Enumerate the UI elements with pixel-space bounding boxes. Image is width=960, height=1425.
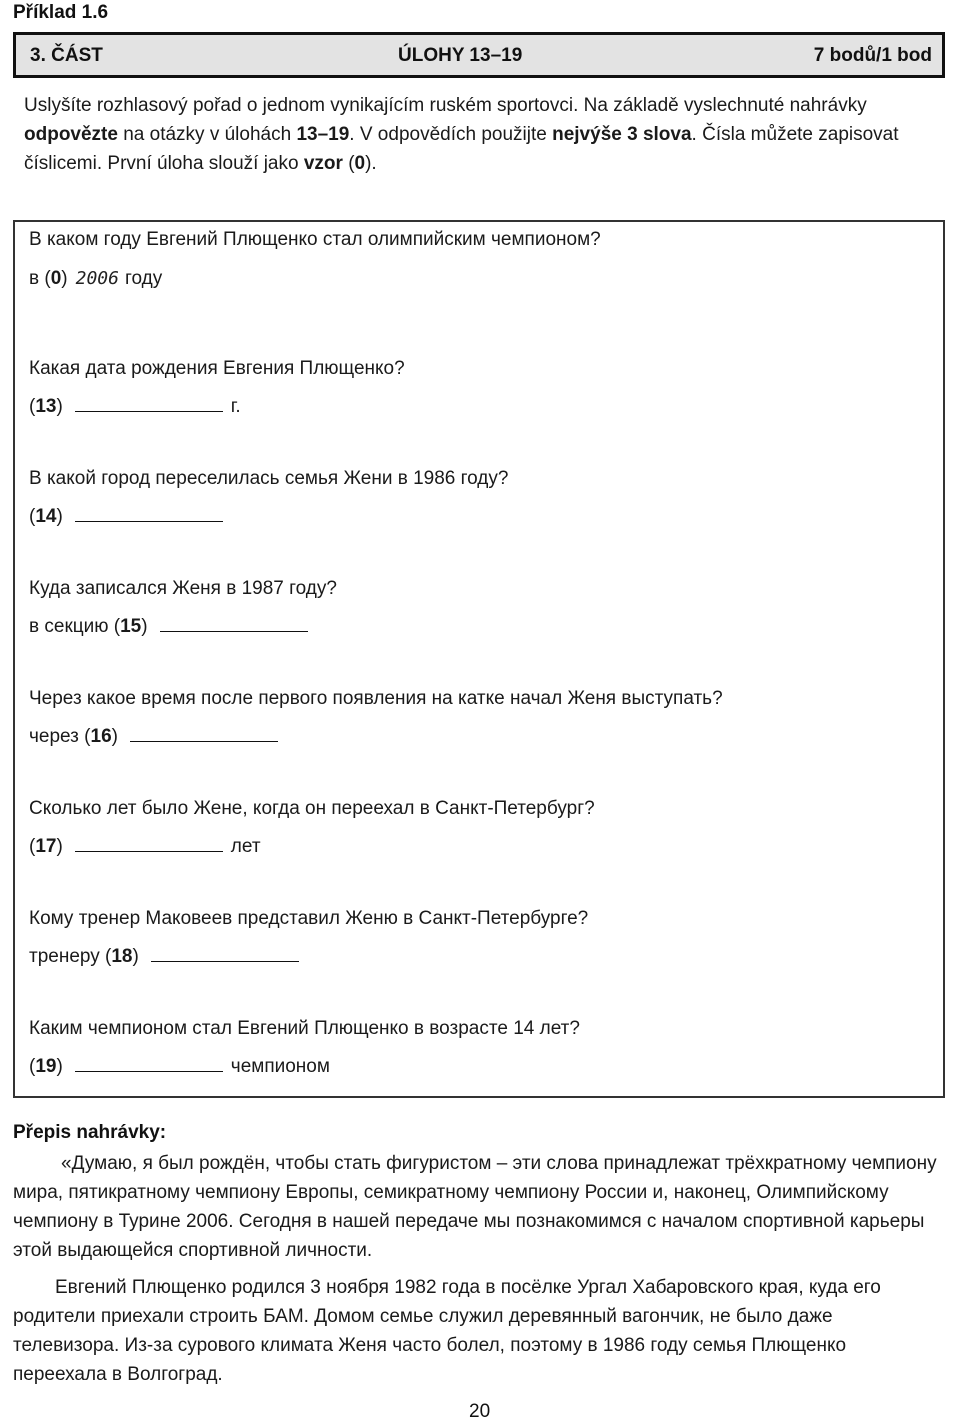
instr-text-3: na otázky v úlohách	[117, 124, 297, 145]
answer-17-number: 17	[35, 836, 57, 857]
instr-text-11: ).	[365, 153, 377, 174]
answer-0-close: )	[61, 268, 68, 289]
question-16-text: Через какое время после первого появления на катке начал Женя выступать?	[29, 688, 723, 709]
instr-text-9: (	[342, 153, 355, 174]
answer-14-number: 14	[35, 506, 57, 527]
answer-18-blank[interactable]	[151, 943, 299, 962]
answer-15-blank[interactable]	[160, 613, 308, 632]
question-19-text: Каким чемпионом стал Евгений Плющенко в возрасте 14 лет?	[29, 1018, 580, 1039]
answer-14-close: )	[56, 506, 63, 527]
answer-13-blank[interactable]	[75, 393, 223, 412]
answer-16-prefix: через (	[29, 726, 91, 747]
answer-19-suffix: чемпионом	[230, 1056, 330, 1077]
answer-17-close: )	[56, 836, 63, 857]
page-number: 20	[469, 1401, 491, 1422]
instructions-text	[24, 91, 934, 178]
answer-19-blank[interactable]	[75, 1053, 223, 1072]
questions-box	[13, 220, 945, 1098]
answer-line-0	[29, 267, 162, 291]
transcript-paragraph-2: Евгений Плющенко родился 3 ноября 1982 года в посёлке Ургал Хабаровского края, куда его родители приехали строить БАМ. Домом семье служил деревянный вагончик, не было даже телевизора. Из-за сурового климата Женя часто болел, поэтому в 1986 году семья Плющенко переехала в Волгоград.	[13, 1277, 881, 1385]
answer-13-suffix: г.	[230, 396, 241, 417]
answer-16-close: )	[111, 726, 118, 747]
answer-line-18	[29, 943, 307, 969]
answer-line-16	[29, 723, 286, 749]
instr-bold-zero: 0	[354, 153, 366, 174]
answer-18-number: 18	[111, 946, 133, 967]
answer-line-15	[29, 613, 316, 639]
instr-bold-range: 13–19	[296, 124, 350, 145]
question-15-text: Куда записался Женя в 1987 году?	[29, 578, 337, 599]
answer-line-17	[29, 833, 261, 859]
answer-0-prefix: в (	[29, 268, 51, 289]
answer-13-close: )	[56, 396, 63, 417]
answer-14-blank[interactable]	[75, 503, 223, 522]
answer-15-prefix: в секцию (	[29, 616, 121, 637]
answer-17-prefix: (	[29, 836, 36, 857]
answer-17-blank[interactable]	[75, 833, 223, 852]
question-0-text: В каком году Евгений Плющенко стал олимпийским чемпионом?	[29, 229, 601, 250]
answer-13-prefix: (	[29, 396, 36, 417]
answer-17-suffix: лет	[230, 836, 261, 857]
instr-text-7: . Čísla můžete zapisovat číslicemi. První úloha slouží jako	[24, 124, 899, 174]
instr-text-1: Uslyšíte rozhlasový pořad o jednom vynikajícím ruském sportovci. Na základě vyslechnuté nahrávky	[24, 95, 867, 116]
answer-19-prefix: (	[29, 1056, 36, 1077]
answer-19-close: )	[56, 1056, 63, 1077]
answer-14-prefix: (	[29, 506, 36, 527]
answer-18-close: )	[132, 946, 139, 967]
section-points-label: 7 bodů/1 bod	[813, 45, 932, 66]
answer-line-14	[29, 503, 231, 529]
question-14-text: В какой город переселилась семья Жени в 1986 году?	[29, 468, 509, 489]
question-18-text: Кому тренер Маковеев представил Женю в Санкт-Петербурге?	[29, 908, 589, 929]
instr-bold-sample: vzor	[303, 153, 343, 174]
question-17-text: Сколько лет было Жене, когда он переехал в Санкт-Петербург?	[29, 798, 595, 819]
answer-15-close: )	[141, 616, 148, 637]
answer-0-number: 0	[50, 268, 62, 289]
section-header-bar	[13, 32, 945, 78]
instr-bold-words: nejvýše 3 slova	[552, 124, 692, 145]
transcript-title: Přepis nahrávky:	[13, 1122, 167, 1143]
answer-18-prefix: тренеру (	[29, 946, 112, 967]
section-tasks-label: ÚLOHY 13–19	[398, 45, 523, 66]
answer-line-13	[29, 393, 241, 419]
instr-text-5: . V odpovědích použijte	[349, 124, 553, 145]
instr-bold-answer: odpovězte	[24, 124, 118, 145]
answer-15-number: 15	[120, 616, 142, 637]
answer-19-number: 19	[35, 1056, 57, 1077]
example-title: Příklad 1.6	[13, 2, 109, 23]
answer-13-number: 13	[35, 396, 57, 417]
answer-0-suffix: году	[124, 268, 163, 289]
question-13-text: Какая дата рождения Евгения Плющенко?	[29, 358, 405, 379]
transcript-paragraph-1: «Думаю, я был рождён, чтобы стать фигуристом – эти слова принадлежат трёхкратному чемпиону мира, пятикратному чемпиону Европы, семикратному чемпиону России и, наконец, Олимпийскому чемпиону в Турине 2006. Сегодня в нашей передаче мы познакомимся с началом спортивной карьеры этой выдающейся спортивной личности.	[13, 1153, 937, 1261]
answer-16-blank[interactable]	[130, 723, 278, 742]
answer-16-number: 16	[90, 726, 112, 747]
sample-answer-handwritten: 2006	[75, 268, 119, 289]
answer-line-19	[29, 1053, 330, 1079]
section-part-label: 3. ČÁST	[30, 45, 103, 66]
